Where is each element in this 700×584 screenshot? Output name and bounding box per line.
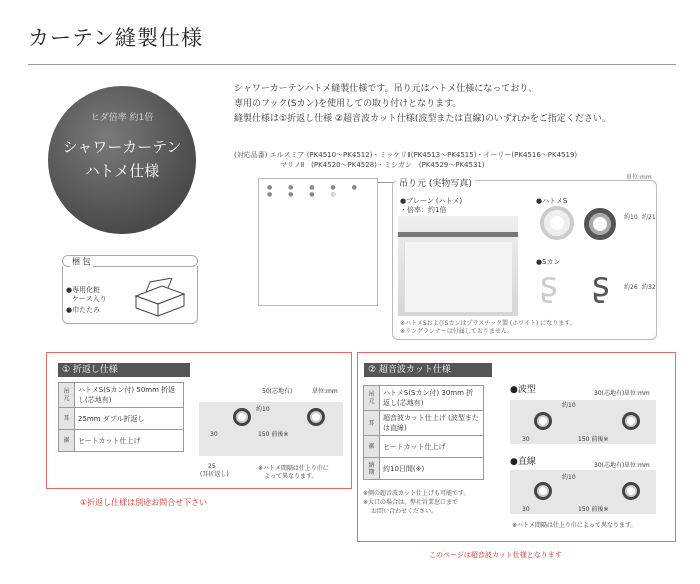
row-key: 裾 bbox=[364, 436, 380, 458]
packing-item-1b: ケース入り bbox=[72, 295, 107, 303]
grommet-ring-right bbox=[622, 482, 640, 500]
packing-item-1 bbox=[66, 286, 107, 304]
straight-dim-top: 30(芯地有) bbox=[594, 462, 625, 469]
intro-line-1: シャワーカーテンハトメ縫製仕様です。吊り元はハトメ仕様になっており、 bbox=[234, 84, 538, 94]
row-key: 耳 bbox=[59, 408, 75, 430]
row-value: ヒートカット仕上げ bbox=[75, 430, 184, 452]
dim-30: 30 bbox=[210, 431, 218, 438]
dim-top: 50(芯地有) bbox=[262, 388, 293, 395]
row-value: 超音波カット仕上げ (波型または直線) bbox=[380, 411, 484, 436]
straight-dim-30: 30 bbox=[522, 506, 530, 513]
row-value: 約10日間(※) bbox=[380, 458, 484, 480]
ultrasonic-note-1: ※側の超音波カット仕上げも可能です。 bbox=[363, 490, 470, 497]
ultrasonic-spec-table bbox=[363, 385, 484, 480]
grommet-ring-left bbox=[534, 412, 552, 430]
straight-dim-10: 約10 bbox=[562, 474, 576, 481]
fold-spec-header: ① 折返し仕様 bbox=[58, 363, 190, 377]
row-key: 吊元 bbox=[364, 386, 380, 411]
wave-dim-top: 30(芯地有) bbox=[594, 390, 625, 397]
ultrasonic-notes bbox=[363, 489, 470, 516]
plain-label: ●プレーン (ハトメ) bbox=[400, 197, 463, 205]
photo-note-2: ※リングランナーは付属しておりません。 bbox=[400, 328, 514, 335]
row-key: 吊元 bbox=[59, 383, 75, 408]
s-hook-drawing-icon: ʂ bbox=[592, 265, 610, 305]
packing-item-1a: ●専用化粧 bbox=[66, 286, 101, 294]
ultrasonic-note-3: お問い合わせください。 bbox=[371, 508, 438, 515]
dim-sk-a: 約26 bbox=[624, 284, 638, 291]
grommet-ring-right bbox=[307, 408, 325, 426]
intro-line-2: 専用のフック(Sカン)を使用しての取り付けとなります。 bbox=[234, 99, 462, 109]
row-value: ハトメS(Sカン付) 50mm 折返し(芯地有) bbox=[75, 383, 184, 408]
photo-note-1: ※ハトメSおよびSカンはプラスチック製 (ホワイト) になります。 bbox=[400, 320, 576, 327]
hatome-s-label: ●ハトメS bbox=[536, 197, 568, 205]
dim-25-note: (耳折返し) bbox=[200, 471, 229, 478]
wave-label: ●波型 bbox=[510, 385, 536, 395]
ultrasonic-note-2: ※大口の場合は、弊社営業窓口まで bbox=[363, 499, 459, 506]
row-key: 耳 bbox=[364, 411, 380, 436]
grommet-ring-left bbox=[233, 408, 251, 426]
grommet-dots: ● ● ● ● ● ● ● ● ◎ bbox=[267, 184, 364, 198]
badge-name-2: ハトメ仕様 bbox=[84, 162, 160, 180]
curtain-cloth bbox=[404, 242, 512, 312]
straight-label: ●直線 bbox=[510, 457, 536, 467]
dim-hs-a: 約10 bbox=[624, 214, 638, 221]
fold-spec-table bbox=[58, 382, 184, 452]
badge-ratio: ヒダ倍率 約1倍 bbox=[90, 113, 154, 123]
fold-diagram bbox=[199, 402, 343, 456]
wave-unit: 単位:mm bbox=[624, 390, 650, 397]
product-list bbox=[234, 150, 674, 170]
grommet-ring-left bbox=[534, 482, 552, 500]
table-row bbox=[364, 458, 484, 480]
wave-dim-150: 150 前後※ bbox=[578, 436, 609, 443]
table-row bbox=[364, 436, 484, 458]
s-hook-photo-icon: ʂ bbox=[540, 265, 558, 305]
grommet-ring-right bbox=[622, 412, 640, 430]
product-list-2: マリノⅡ (PK4520〜PK4528)・ミシガン (PK4529〜PK4531) bbox=[280, 161, 485, 169]
photo-notes bbox=[400, 320, 576, 336]
fold-inquiry-note: ①折返し仕様は別途お問合せ下さい bbox=[80, 498, 208, 507]
wave-dim-30: 30 bbox=[522, 436, 530, 443]
grommet-photo bbox=[540, 206, 574, 240]
packing-item-2: ●巾たたみ bbox=[66, 306, 101, 314]
ratio-label: ・倍率：約1倍 bbox=[400, 206, 447, 214]
row-value: ヒートカット仕上げ bbox=[380, 436, 484, 458]
table-row bbox=[59, 383, 184, 408]
spacing-note-2: よって異なります。 bbox=[264, 473, 318, 480]
table-row bbox=[364, 386, 484, 411]
dim-25: 25 bbox=[208, 463, 216, 470]
row-value: ハトメS(Sカン付) 30mm 折返し(芯地有) bbox=[380, 386, 484, 411]
unit-label: 単位:mm bbox=[312, 388, 338, 395]
page-title: カーテン縫製仕様 bbox=[28, 26, 203, 50]
photo-unit: 単位:mm bbox=[626, 174, 652, 181]
badge-name-1: シャワーカーテン bbox=[62, 138, 182, 156]
intro-line-3: 縫製仕様は①折返し仕様 ②超音波カット仕様(波型または直線)のいずれかをご指定ください。 bbox=[234, 114, 611, 124]
product-badge bbox=[48, 86, 196, 234]
table-row bbox=[59, 408, 184, 430]
s-hook-label: ●Sカン bbox=[536, 258, 561, 266]
table-row bbox=[59, 430, 184, 452]
title-divider bbox=[28, 64, 676, 65]
dim-sk-b: 約32 bbox=[642, 284, 656, 291]
ultrasonic-spec-header: ② 超音波カット仕様 bbox=[364, 363, 492, 377]
intro-text bbox=[234, 82, 674, 127]
grommet-drawing bbox=[584, 208, 616, 240]
photo-title: 吊り元 (実物写真) bbox=[396, 176, 475, 189]
page-spec-note: このページは超音波カット仕様となります bbox=[429, 551, 562, 559]
ultrasonic-spacing-note: ※ハトメ間隔は仕上り巾によって異なります。 bbox=[512, 522, 637, 529]
dim-hs-b: 約21 bbox=[642, 214, 656, 221]
box-icon bbox=[132, 278, 188, 318]
wave-dim-10: 約10 bbox=[562, 402, 576, 409]
curtain-rod bbox=[398, 232, 518, 237]
packing-title: 梱 包 bbox=[72, 257, 91, 266]
product-list-1: (対応品番) エルスミア (PK4510〜PK4512)・ミッケリⅡ(PK4513〜PK4515)・イーリー(PK4516〜PK4519) bbox=[234, 151, 578, 159]
straight-dim-150: 150 前後※ bbox=[578, 506, 609, 513]
curtain-photo bbox=[398, 216, 518, 316]
row-key: 裾 bbox=[59, 430, 75, 452]
row-value: 25mm ダブル折返し bbox=[75, 408, 184, 430]
curtain-illustration bbox=[258, 178, 378, 306]
straight-unit: 単位:mm bbox=[624, 462, 650, 469]
spacing-note-1: ※ハトメ間隔は仕上り巾に bbox=[258, 465, 329, 472]
dim-10: 約10 bbox=[256, 406, 270, 413]
dim-150: 150 前後※ bbox=[258, 431, 289, 438]
table-row bbox=[364, 411, 484, 436]
row-key: 納期 bbox=[364, 458, 380, 480]
